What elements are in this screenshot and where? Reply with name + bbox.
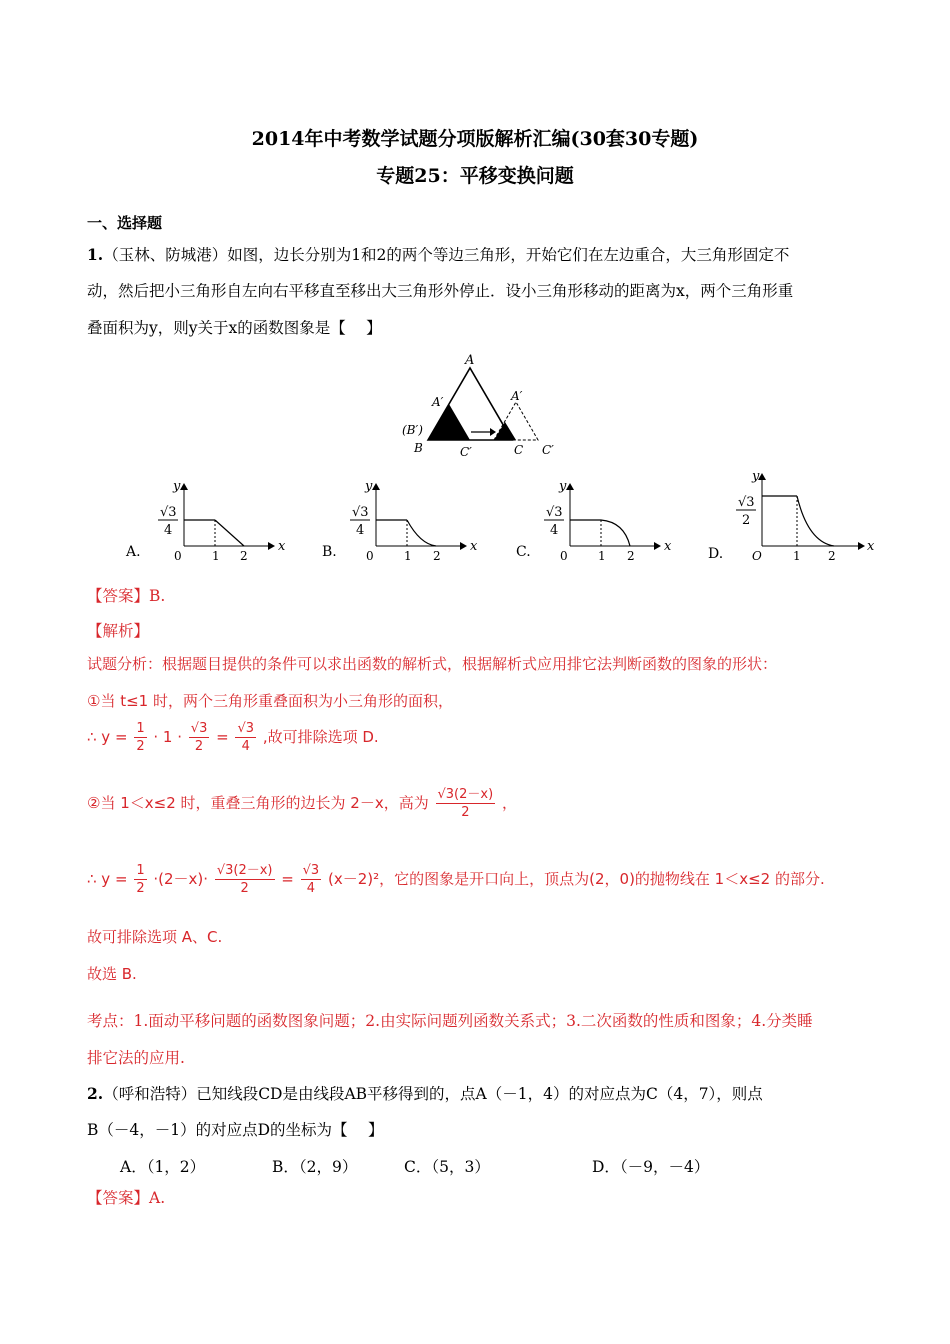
svg-text:x: x [664, 539, 672, 554]
x-arrow-icon [858, 542, 865, 550]
label-A1: A′ [432, 395, 444, 409]
svg-text:B.: B. [322, 544, 337, 560]
label-A2: A′ [511, 389, 523, 403]
q1-answer: 【答案】B. [87, 587, 166, 605]
y-arrow-icon [180, 483, 188, 490]
q2-line2: B（－4，－1）的对应点D的坐标为【 】 [87, 1121, 384, 1139]
graph-option-d [700, 464, 880, 568]
page-title: 2014年中考数学试题分项版解析汇编(30套30专题) [251, 128, 699, 150]
label-C1: C′ [460, 445, 472, 459]
q1-line2: 动，然后把小三角形自左向右平移直至移出大三角形外停止．设小三角形移动的距离为x，两个三角形重 [87, 282, 794, 300]
svg-text:4: 4 [164, 523, 173, 538]
graph-option-b [318, 476, 488, 568]
small-triangle-start [428, 404, 470, 440]
q2-option-b: B．（2，9） [272, 1158, 358, 1176]
page-subtitle: 专题25：平移变换问题 [376, 165, 574, 187]
q2-option-a: A．（1，2） [120, 1158, 206, 1176]
y-arrow-icon [372, 483, 380, 490]
q1-equation1: ∴ y = $\frac{1}{2}$ · 1 · $\frac{√3}{2}$ = $\frac{√3}{4}$ ,故可排除选项 D. [87, 721, 379, 754]
svg-text:0: 0 [560, 549, 568, 563]
q1-line3: 叠面积为y，则y关于x的函数图象是【 】 [87, 319, 382, 337]
svg-text:1: 1 [212, 549, 220, 563]
q1-number: 1. [87, 245, 104, 264]
x-arrow-icon [654, 542, 661, 550]
q2-option-d: D．（－9，－4） [592, 1158, 710, 1176]
svg-text:4: 4 [356, 523, 365, 538]
svg-text:2: 2 [742, 513, 751, 528]
label-B: B [414, 441, 423, 455]
svg-text:y: y [173, 479, 181, 494]
svg-text:√3: √3 [352, 505, 369, 520]
y-arrow-icon [566, 483, 574, 490]
svg-text:O: O [752, 549, 762, 563]
x-arrow-icon [460, 542, 467, 550]
q1-kaodian-line1: 考点：1.面动平移问题的函数图象问题；2.由实际问题列函数关系式；3.二次函数的性质和图象；4.分类睡 [87, 1012, 813, 1030]
arrow-icon [490, 428, 496, 436]
small-triangle-moved [494, 422, 516, 440]
section-heading: 一、选择题 [87, 214, 163, 232]
q1-exclude: 故可排除选项 A、C. [87, 928, 223, 946]
svg-text:0: 0 [366, 549, 374, 563]
graph-option-c [512, 476, 682, 568]
label-C2: C′ [542, 443, 554, 457]
q1-case2: ②当 1＜x≤2 时，重叠三角形的边长为 2－x，高为 $\frac{√3(2-x)}{2}$ ， [87, 787, 517, 820]
svg-text:y: y [559, 479, 567, 494]
label-C: C [514, 443, 524, 457]
svg-text:2: 2 [828, 549, 836, 563]
q2-number: 2. [87, 1084, 104, 1103]
q2-answer: 【答案】A. [87, 1189, 166, 1207]
svg-text:1: 1 [404, 549, 412, 563]
q2-option-c: C．（5，3） [404, 1158, 490, 1176]
triangle-figure [398, 350, 568, 462]
q1-kaodian-line2: 排它法的应用. [87, 1049, 185, 1067]
svg-text:D.: D. [708, 546, 724, 562]
q1-case1: ①当 t≤1 时，两个三角形重叠面积为小三角形的面积， [87, 692, 453, 710]
label-A: A [465, 353, 475, 368]
svg-text:0: 0 [174, 549, 182, 563]
svg-text:√3: √3 [160, 505, 177, 520]
svg-text:2: 2 [240, 549, 248, 563]
q1-equation2: ∴ y = $\frac{1}{2}$ ·(2－x)· $\frac{√3(2-x)}{2}$ = $\frac{√3}{4}$ (x－2)²，它的图象是开口向上，顶点为(2，0)的抛物线在 1＜x≤2 的部分. [87, 863, 825, 896]
svg-text:√3: √3 [738, 495, 755, 510]
svg-text:y: y [365, 479, 373, 494]
svg-text:x: x [278, 539, 286, 554]
svg-text:x: x [867, 539, 875, 554]
x-arrow-icon [268, 542, 275, 550]
svg-text:1: 1 [598, 549, 606, 563]
svg-text:2: 2 [627, 549, 635, 563]
q2-line1: 2.（呼和浩特）已知线段CD是由线段AB平移得到的，点A（－1，4）的对应点为C（4，7），则点 [87, 1084, 763, 1103]
q1-choose: 故选 B. [87, 965, 137, 983]
q1-analysis-line1: 试题分析：根据题目提供的条件可以求出函数的解析式，根据解析式应用排它法判断函数的图象的形状： [87, 655, 778, 673]
svg-text:4: 4 [550, 523, 559, 538]
q1-analysis-tag: 【解析】 [87, 622, 150, 640]
svg-text:2: 2 [433, 549, 441, 563]
svg-text:1: 1 [793, 549, 801, 563]
q1-line1: 1.（玉林、防城港）如图，边长分别为1和2的两个等边三角形，开始它们在左边重合，大三角形固定不 [87, 245, 790, 264]
svg-text:C.: C. [516, 544, 531, 560]
svg-text:y: y [752, 469, 760, 484]
graph-option-a [118, 476, 288, 568]
label-B1: (B′) [402, 423, 423, 437]
svg-text:√3: √3 [546, 505, 563, 520]
svg-text:x: x [470, 539, 478, 554]
svg-text:A.: A. [126, 544, 141, 560]
